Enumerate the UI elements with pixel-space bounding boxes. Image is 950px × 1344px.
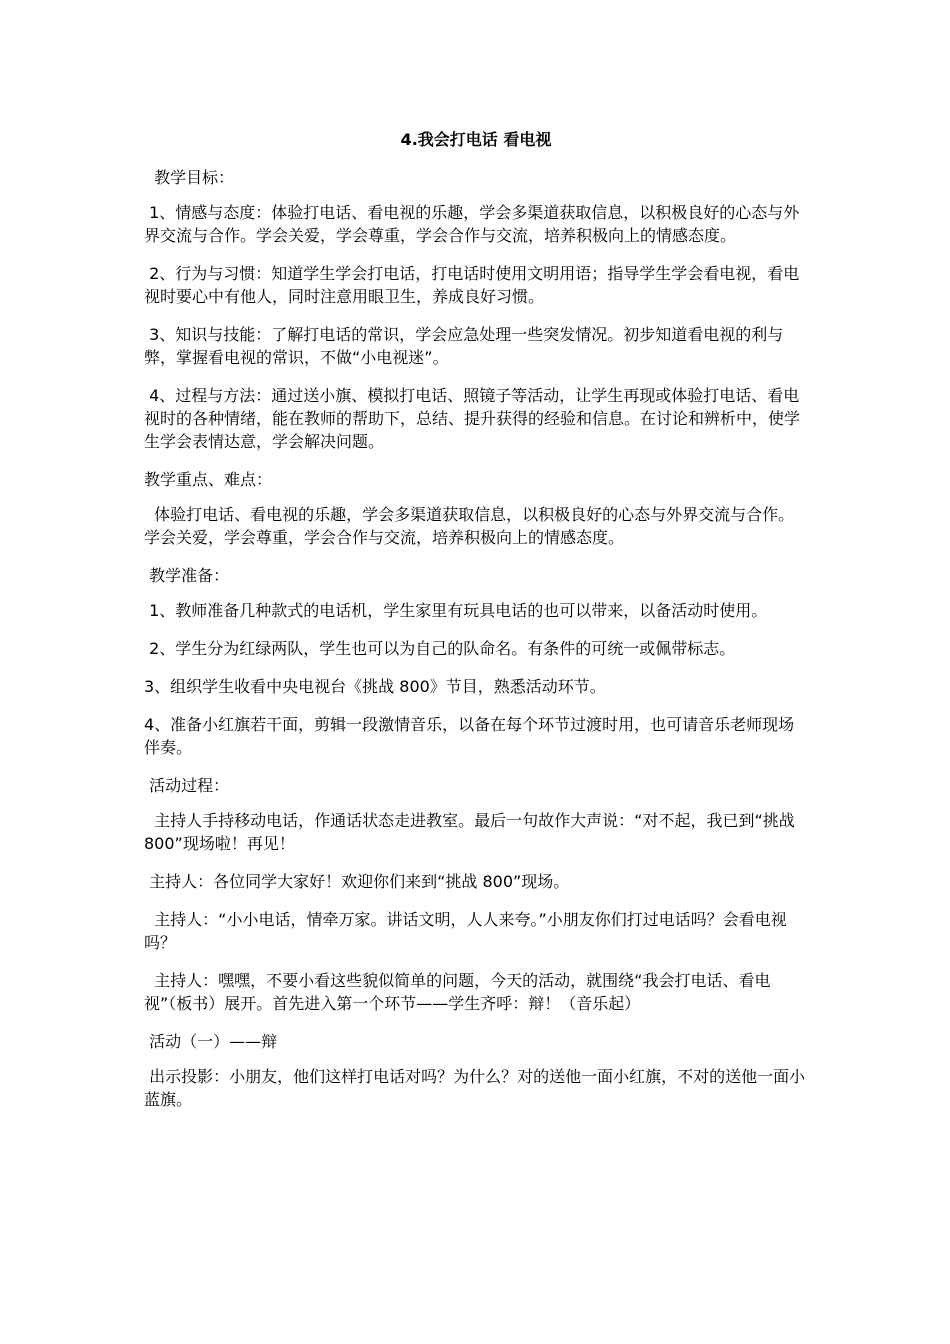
paragraph-preparation-4: 4、准备小红旗若干面，剪辑一段激情音乐，以备在每个环节过渡时用，也可请音乐老师现场伴奏。 [144,715,795,757]
paragraph-preparation-3: 3、组织学生收看中央电视台《挑战 800》节目，熟悉活动环节。 [144,677,606,696]
document-title: 4.我会打电话 看电视 [400,130,552,149]
section-heading-objectives: 教学目标： [144,168,235,187]
paragraph-objective-3: 3、知识与技能：了解打电话的常识，学会应急处理一些突发情况。初步知道看电视的利与弊，掌握看电视的常识，不做“小电视迷”。 [144,325,784,367]
paragraph-objective-4: 4、过程与方法：通过送小旗、模拟打电话、照镜子等活动，让学生再现或体验打电话、看电视时的各种情绪，能在教师的帮助下，总结、提升获得的经验和信息。在讨论和辨析中，使学生学会表情达意，学会解决问题。 [144,386,801,451]
section-heading-key-points: 教学重点、难点： [144,470,273,489]
paragraph-process-2: 主持人：各位同学大家好！欢迎你们来到“挑战 800”现场。 [144,872,570,891]
section-heading-process: 活动过程： [144,776,230,795]
paragraph-preparation-1: 1、教师准备几种款式的电话机，学生家里有玩具电话的也可以带来，以备活动时使用。 [144,601,768,620]
paragraph-activity-1: 出示投影：小朋友，他们这样打电话对吗？为什么？对的送他一面小红旗，不对的送他一面小蓝旗。 [144,1067,806,1109]
paragraph-preparation-2: 2、学生分为红绿两队，学生也可以为自己的队命名。有条件的可统一或佩带标志。 [144,639,736,658]
paragraph-objective-1: 1、情感与态度：体验打电话、看电视的乐趣，学会多渠道获取信息，以积极良好的心态与外界交流与合作。学会关爱，学会尊重，学会合作与交流，培养积极向上的情感态度。 [144,203,800,245]
paragraph-objective-2: 2、行为与习惯：知道学生学会打电话，打电话时使用文明用语；指导学生学会看电视，看电视时要心中有他人，同时注意用眼卫生，养成良好习惯。 [144,264,800,306]
paragraph-process-1: 主持人手持移动电话，作通话状态走进教室。最后一句故作大声说：“对不起，我已到“挑战 800”现场啦！再见！ [144,811,800,853]
document-page [144,128,808,1126]
section-heading-activity-1: 活动（一）——辩 [144,1032,278,1051]
paragraph-key-points: 体验打电话、看电视的乐趣，学会多渠道获取信息，以积极良好的心态与外界交流与合作。学会关爱，学会尊重，学会合作与交流，培养积极向上的情感态度。 [144,505,795,547]
paragraph-process-3: 主持人：“小小电话，情牵万家。讲话文明，人人来夸。”小朋友你们打过电话吗？会看电视吗？ [144,910,787,952]
paragraph-process-4: 主持人：嘿嘿，不要小看这些貌似简单的问题，今天的活动，就围绕“我会打电话、看电视”（板书）展开。首先进入第一个环节——学生齐呼：辩！（音乐起） [144,971,771,1013]
section-heading-preparation: 教学准备： [144,566,230,585]
